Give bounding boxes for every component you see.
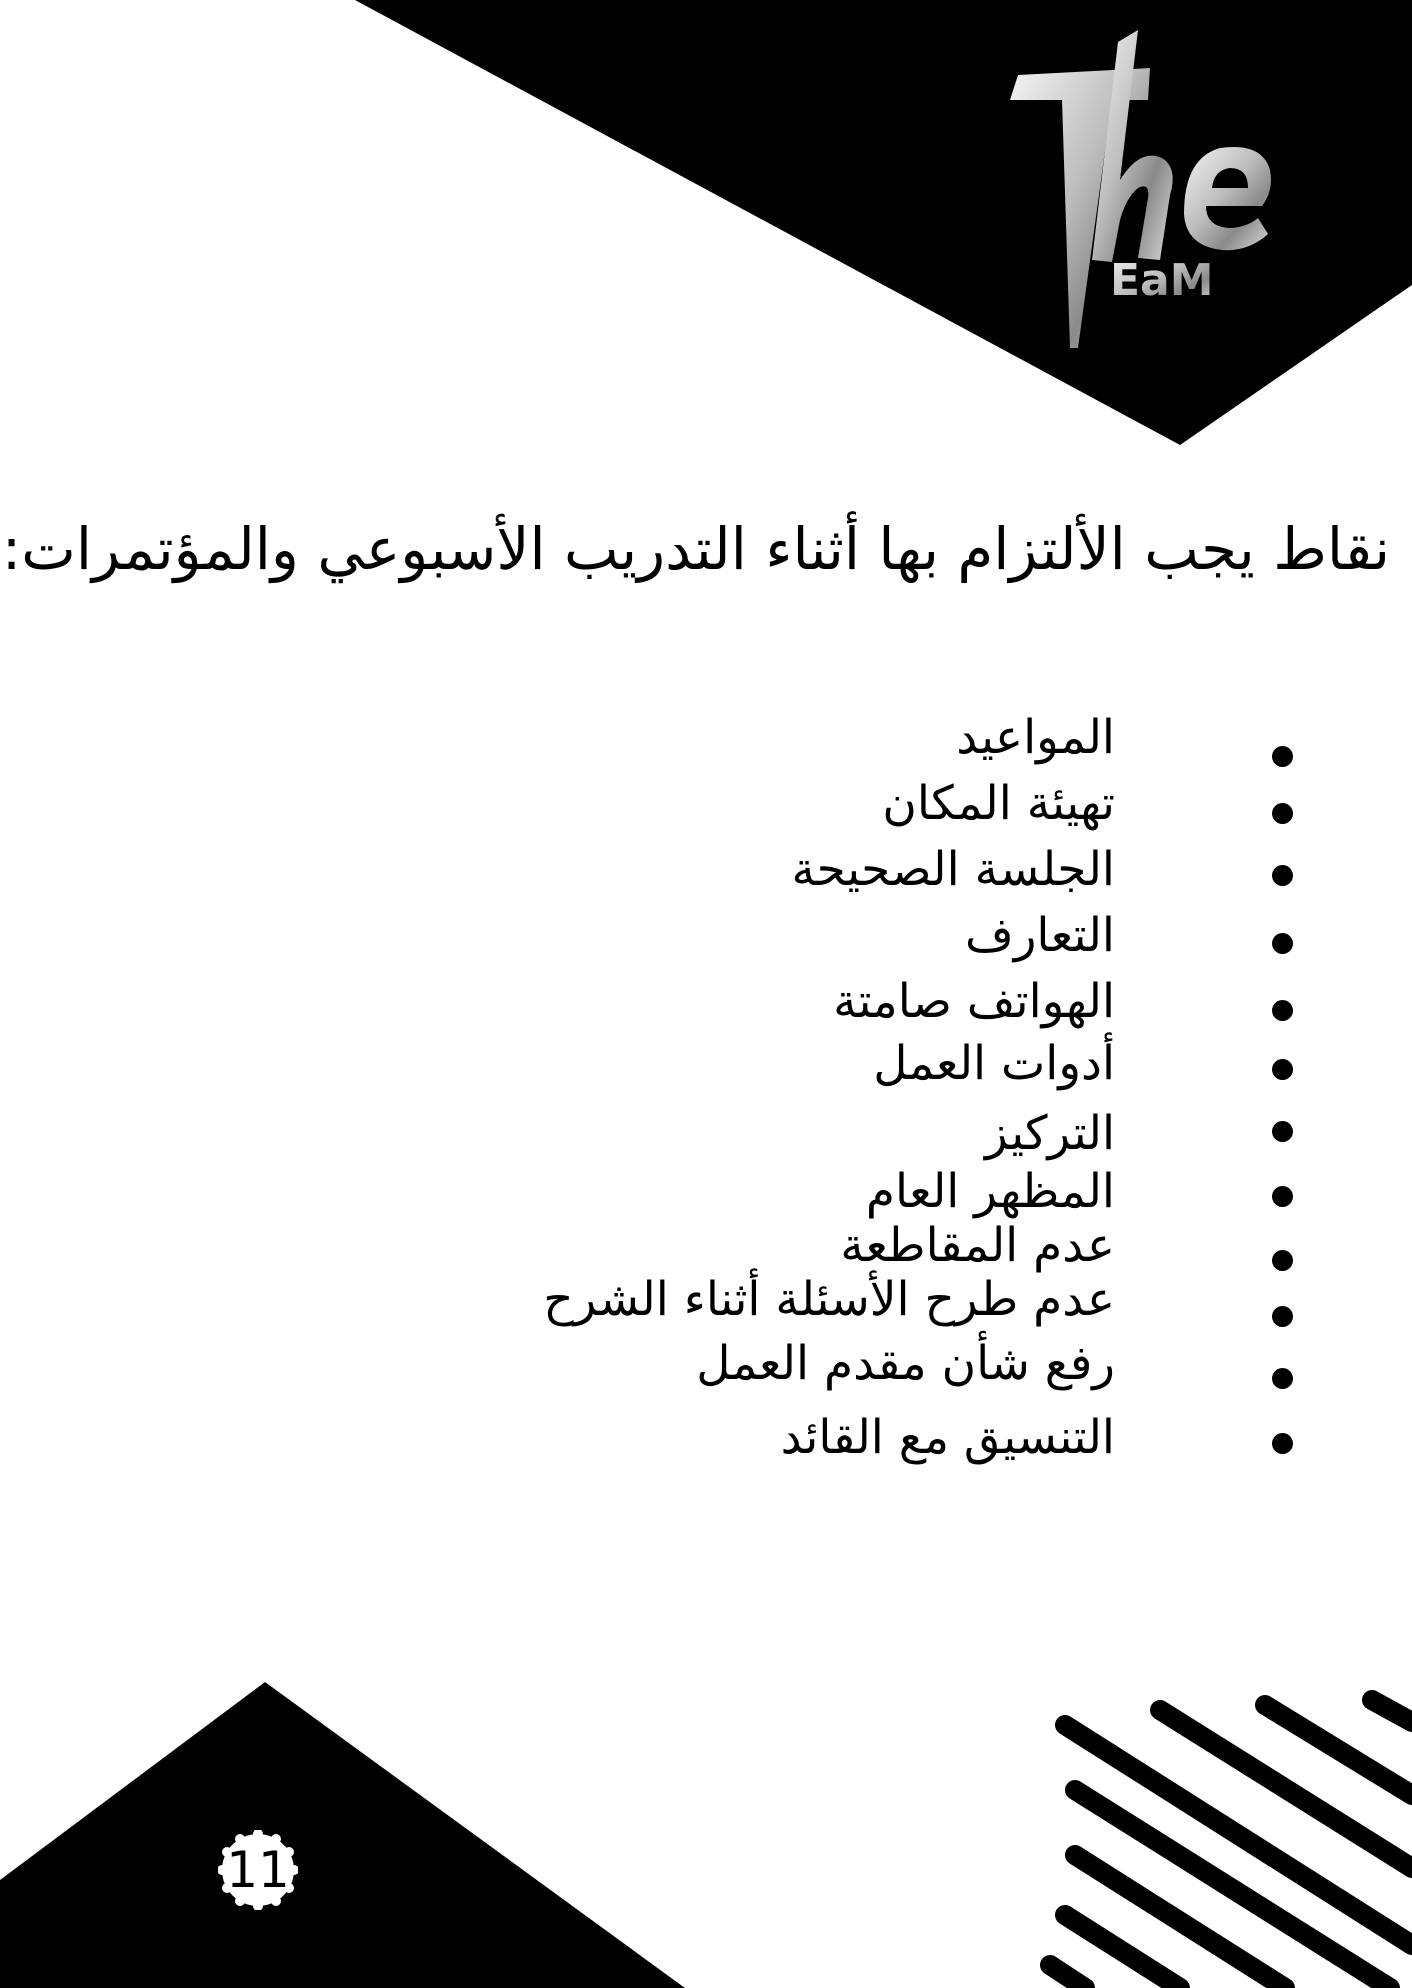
list-item: المواعيد [956,710,1115,765]
list-item: تهيئة المكان [882,776,1115,831]
list-item: الجلسة الصحيحة [791,842,1115,897]
list-item: عدم طرح الأسئلة أثناء الشرح [543,1272,1115,1327]
team-logo [1000,30,1290,350]
list-item: عدم المقاطعة [840,1218,1115,1273]
page-title: نقاط يجب الألتزام بها أثناء التدريب الأسبوعي والمؤتمرات: [1,515,1390,583]
svg-text:EaM: EaM [1110,255,1214,306]
bullet-icon [1272,1433,1293,1454]
list-item: المظهر العام [865,1164,1115,1219]
bullet-icon [1272,803,1293,824]
bullet-icon [1272,1250,1293,1271]
list-item: التنسيق مع القائد [780,1410,1115,1465]
bullet-icon [1272,865,1293,886]
page-number: 11 [226,1841,290,1899]
bottom-left-triangle [0,1682,685,1988]
list-item: أدوات العمل [873,1036,1115,1091]
list-item: التعارف [965,908,1115,963]
list-item: الهواتف صامتة [833,974,1115,1029]
bullet-icon [1272,1186,1293,1207]
bullet-icon [1272,1000,1293,1021]
bullet-icon [1272,1059,1293,1080]
list-item: التركيز [985,1106,1115,1161]
bullet-icon [1272,933,1293,954]
bullet-icon [1272,1368,1293,1389]
bullet-icon [1272,1121,1293,1142]
bottom-right-stripes [1050,1700,1412,1988]
list-item: رفع شأن مقدم العمل [696,1336,1115,1391]
bullet-icon [1272,746,1293,767]
page-number-badge [218,1830,298,1910]
bullet-icon [1272,1306,1293,1327]
